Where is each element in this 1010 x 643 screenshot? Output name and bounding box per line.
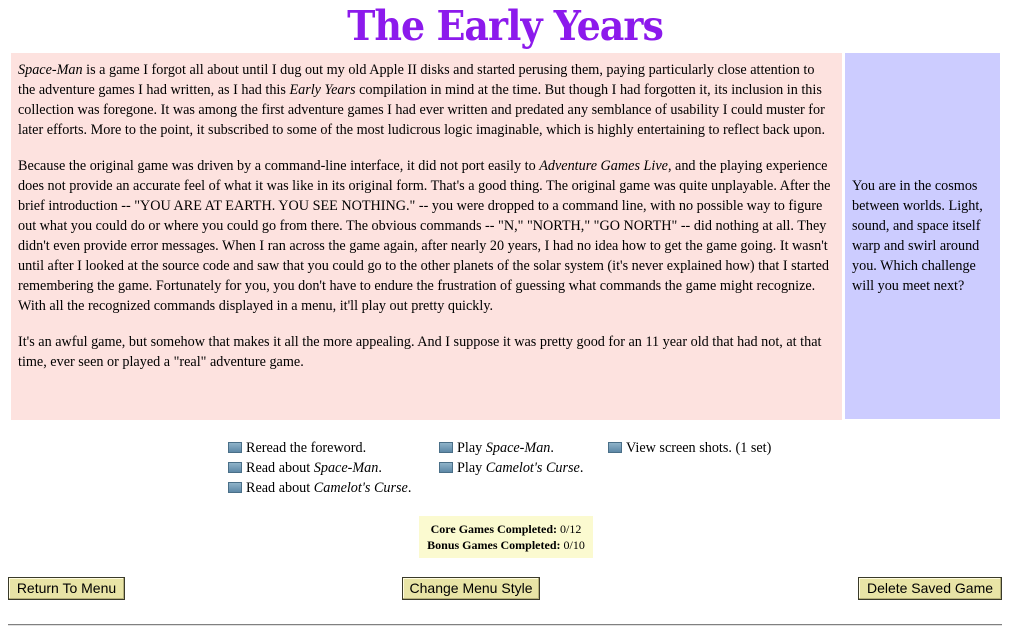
bonus-games-label: Bonus Games Completed:: [427, 538, 561, 552]
read-about-space-man-link[interactable]: [228, 458, 382, 478]
intro-paragraph-2: Because the original game was driven by a command-line interface, it did not port easily to Adventure Games Live, and the playing experience does not provide an accurate feel of what it was like in its original form. That's a good thing. The original game was quite unplayable. After the brief introduction -- "YOU ARE AT EARTH. YOU SEE NOTHING." -- you were dropped to a command line, with no possible way to figure out what you could do or where you could go from there. The obvious commands -- "N," "NORTH," "GO NORTH" -- did nothing at all. They didn't even provide error messages. When I ran across the game again, after nearly 20 years, I had no idea how to get the game going. It wasn't until after I looked at the source code and saw that you could go to the other planets of the solar system (it's never explained how) that I started remembering the game. Fortunately for you, you don't have to endure the frustration of guessing what commands the game might recognize. With all the recognized commands displayed in a menu, it'll play out pretty quickly.: [18, 158, 831, 314]
intro-text-panel: [11, 53, 842, 420]
footer-divider: [8, 624, 1002, 626]
delete-saved-game-button[interactable]: Delete Saved Game: [858, 577, 1002, 600]
blue-square-bullet-icon: [228, 482, 242, 493]
play-camelots-curse-link[interactable]: [439, 458, 583, 478]
link-label: View screen shots. (1 set): [626, 440, 772, 456]
blue-square-bullet-icon: [228, 462, 242, 473]
change-menu-style-button[interactable]: Change Menu Style: [402, 577, 540, 600]
blue-square-bullet-icon: [439, 462, 453, 473]
blue-square-bullet-icon: [228, 442, 242, 453]
core-games-stat: [419, 521, 593, 537]
bonus-games-value: 0/10: [563, 538, 585, 552]
reread-foreword-link[interactable]: [228, 438, 366, 458]
location-description-panel: [845, 53, 1000, 419]
view-screen-shots-link[interactable]: [608, 438, 771, 458]
blue-square-bullet-icon: [608, 442, 622, 453]
intro-paragraph-3: It's an awful game, but somehow that makes it all the more appealing. And I suppose it was pretty good for an 11 year old that had not, at that time, ever seen or played a "real" adventure game.: [18, 334, 822, 370]
blue-square-bullet-icon: [439, 442, 453, 453]
location-description: You are in the cosmos between worlds. Light, sound, and space itself warp and swirl around you. Which challenge will you meet next?: [852, 178, 983, 294]
link-label: Reread the foreword.: [246, 440, 367, 456]
link-label: Play Camelot's Curse.: [457, 460, 584, 476]
play-space-man-link[interactable]: [439, 438, 554, 458]
link-label: Read about Space-Man.: [246, 460, 382, 476]
bonus-games-stat: [419, 537, 593, 553]
intro-paragraph-1: Space-Man is a game I forgot all about until I dug out my old Apple II disks and started perusing them, paying particularly close attention to the adventure games I had written, as I had this Early Years compilation in mind at the time. But though I had forgotten it, its inclusion in this collection was foregone. It was among the first adventure games I had ever written and predated any semblance of usability I could muster for later efforts. More to the point, it subscribed to some of the most ludicrous logic imaginable, which is highly entertaining to reflect back upon.: [18, 62, 826, 138]
link-label: Play Space-Man.: [457, 440, 554, 456]
page-title: The Early Years: [347, 1, 663, 50]
core-games-value: 0/12: [560, 522, 582, 536]
completion-stats: [419, 516, 593, 558]
core-games-label: Core Games Completed:: [430, 522, 558, 536]
read-about-camelots-curse-link[interactable]: [228, 478, 411, 498]
link-label: Read about Camelot's Curse.: [246, 480, 412, 496]
return-to-menu-button[interactable]: Return To Menu: [8, 577, 125, 600]
